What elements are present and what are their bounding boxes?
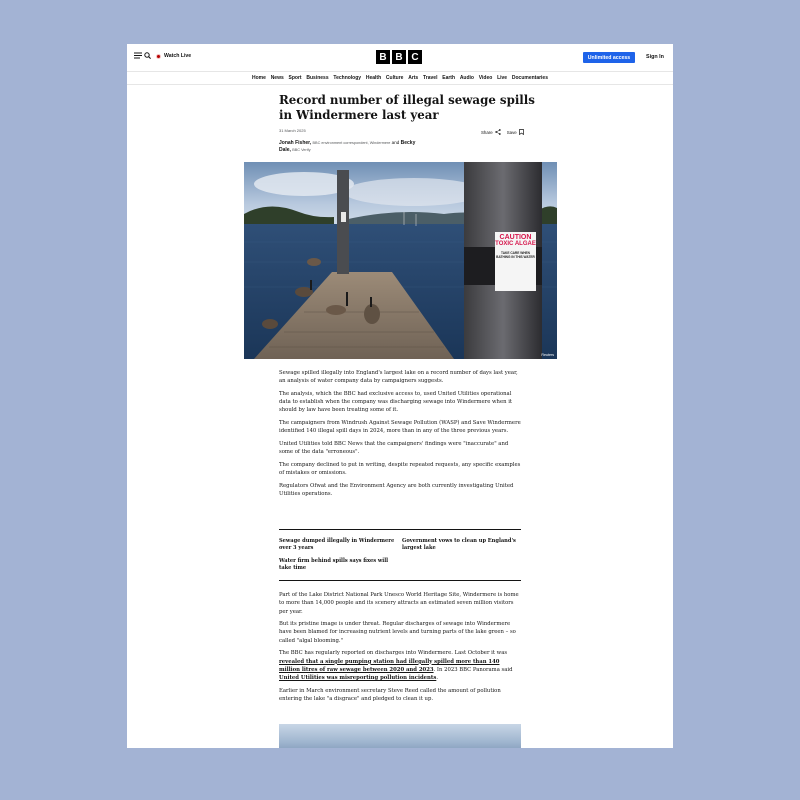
logo-letter-c: C: [408, 50, 422, 64]
author-name-2b[interactable]: Dale,: [279, 146, 291, 153]
share-label: Share: [481, 129, 493, 135]
lake-jetty-illustration: [244, 162, 557, 359]
live-dot-icon: [156, 54, 161, 59]
related-link-3[interactable]: Water firm behind spills says fixes will take time: [279, 558, 389, 571]
image-credit: Reuters: [541, 353, 554, 357]
menu-search-group[interactable]: [134, 52, 151, 59]
author-name-2a[interactable]: Becky: [400, 140, 416, 146]
misreporting-link[interactable]: United Utilities was misreporting pollution incidents: [279, 675, 437, 682]
share-icon: [495, 129, 501, 135]
byline: [279, 140, 439, 153]
paragraph: Part of the Lake District National Park Unesco World Heritage Site, Windermere is home to more than 14,000 people and its scenery attracts an estimated seven million visitors per year.: [279, 592, 519, 615]
related-link-2[interactable]: Government vows to clean up England's largest lake: [402, 538, 516, 551]
paragraph-with-links: [279, 649, 521, 682]
author-role-2: BBC Verify: [292, 147, 311, 152]
search-icon[interactable]: [144, 52, 151, 59]
related-links: [279, 529, 521, 581]
top-bar: [127, 44, 673, 71]
nav-item-culture[interactable]: Culture: [385, 75, 404, 81]
browser-page: [127, 44, 673, 748]
nav-item-video[interactable]: Video: [478, 75, 493, 81]
paragraph: The company declined to put in writing, despite repeated requests, any specific examples of mistakes or omissions.: [279, 461, 521, 477]
nav-item-health[interactable]: Health: [365, 75, 382, 81]
logo-letter-b1: B: [376, 50, 390, 64]
watch-live-link[interactable]: [156, 53, 191, 59]
main-nav: [127, 71, 673, 85]
article-headline: Record number of illegal sewage spills in Windermere last year: [279, 93, 535, 122]
save-button[interactable]: [507, 129, 524, 135]
share-save-group: [481, 129, 524, 135]
paragraph: Earlier in March environment secretary Steve Reed called the amount of pollution entering the lake "a disgrace" and pledged to clean it up.: [279, 687, 501, 703]
author-name-1[interactable]: Jonah Fisher,: [279, 140, 312, 146]
sign-in-link[interactable]: Sign In: [646, 54, 664, 60]
paragraph-text: .: [436, 675, 439, 682]
logo-letter-b2: B: [392, 50, 406, 64]
article-body-1: [279, 369, 521, 503]
paragraph: United Utilities told BBC News that the campaigners' findings were "inaccurate" and some of the data "erroneous".: [279, 440, 509, 456]
nav-item-technology[interactable]: Technology: [333, 75, 362, 81]
paragraph: Regulators Ofwat and the Environment Agency are both currently investigating United Utilities operations.: [279, 482, 514, 498]
second-image: [279, 724, 521, 748]
related-link-1[interactable]: Sewage dumped illegally in Windermere over 3 years: [279, 538, 395, 551]
caution-sign-line2: TOXIC ALGAE: [495, 241, 536, 247]
paragraph: The campaigners from Windrush Against Sewage Pollution (WASP) and Save Windermere identified 140 illegal spill days in 2024, more than in any of the three previous years.: [279, 420, 521, 435]
unlimited-access-button[interactable]: Unlimited access: [583, 52, 635, 63]
share-button[interactable]: [481, 129, 501, 135]
nav-item-live[interactable]: Live: [497, 75, 508, 81]
paragraph: The analysis, which the BBC had exclusive access to, used United Utilities operational data to establish when the company was discharging sewage into Windermere when it should by law have been treating some of it.: [279, 390, 513, 414]
nav-item-arts[interactable]: Arts: [408, 75, 419, 81]
nav-item-sport[interactable]: Sport: [288, 75, 302, 81]
nav-item-earth[interactable]: Earth: [442, 75, 456, 81]
nav-item-travel[interactable]: Travel: [423, 75, 438, 81]
paragraph-text: . In 2023 BBC Panorama said: [433, 666, 513, 673]
author-role-1: BBC environment correspondent, Windermere: [312, 141, 391, 145]
hero-image: [244, 162, 557, 359]
nav-item-home[interactable]: Home: [252, 75, 266, 81]
paragraph: Sewage spilled illegally into England's largest lake on a record number of days last year, an analysis of water company data by campaigners suggests.: [279, 370, 518, 385]
nav-item-news[interactable]: News: [270, 75, 284, 81]
paragraph: But its pristine image is under threat. Regular discharges of sewage into Windermere have been blamed for increasing nutrient levels and turning parts of the lake green – so called "algal blooming.": [279, 621, 516, 644]
byline-and: and: [391, 140, 400, 145]
caution-sign: [495, 234, 536, 259]
article-body-2: [279, 591, 521, 708]
paragraph-text: The BBC has regularly reported on discharges into Windermere. Last October it was: [279, 650, 508, 657]
nav-item-audio[interactable]: Audio: [459, 75, 474, 81]
save-label: Save: [506, 129, 517, 135]
nav-item-business[interactable]: Business: [306, 75, 329, 81]
bbc-logo[interactable]: [376, 50, 422, 64]
watch-live-label: Watch Live: [164, 53, 192, 59]
bookmark-icon: [519, 129, 524, 135]
pumping-station-link[interactable]: revealed that a single pumping station had illegally spilled more than 140 million litres of raw sewage between 2020 and 2023: [279, 658, 500, 673]
nav-item-documentaries[interactable]: Documentaries: [511, 75, 548, 81]
article-date: 31 March 2025: [279, 128, 306, 133]
caution-sign-line1: CAUTION: [499, 234, 532, 241]
menu-icon[interactable]: [134, 52, 142, 59]
caution-sign-small: TAKE CARE WHEN BATHING IN THIS WATER: [496, 251, 535, 259]
